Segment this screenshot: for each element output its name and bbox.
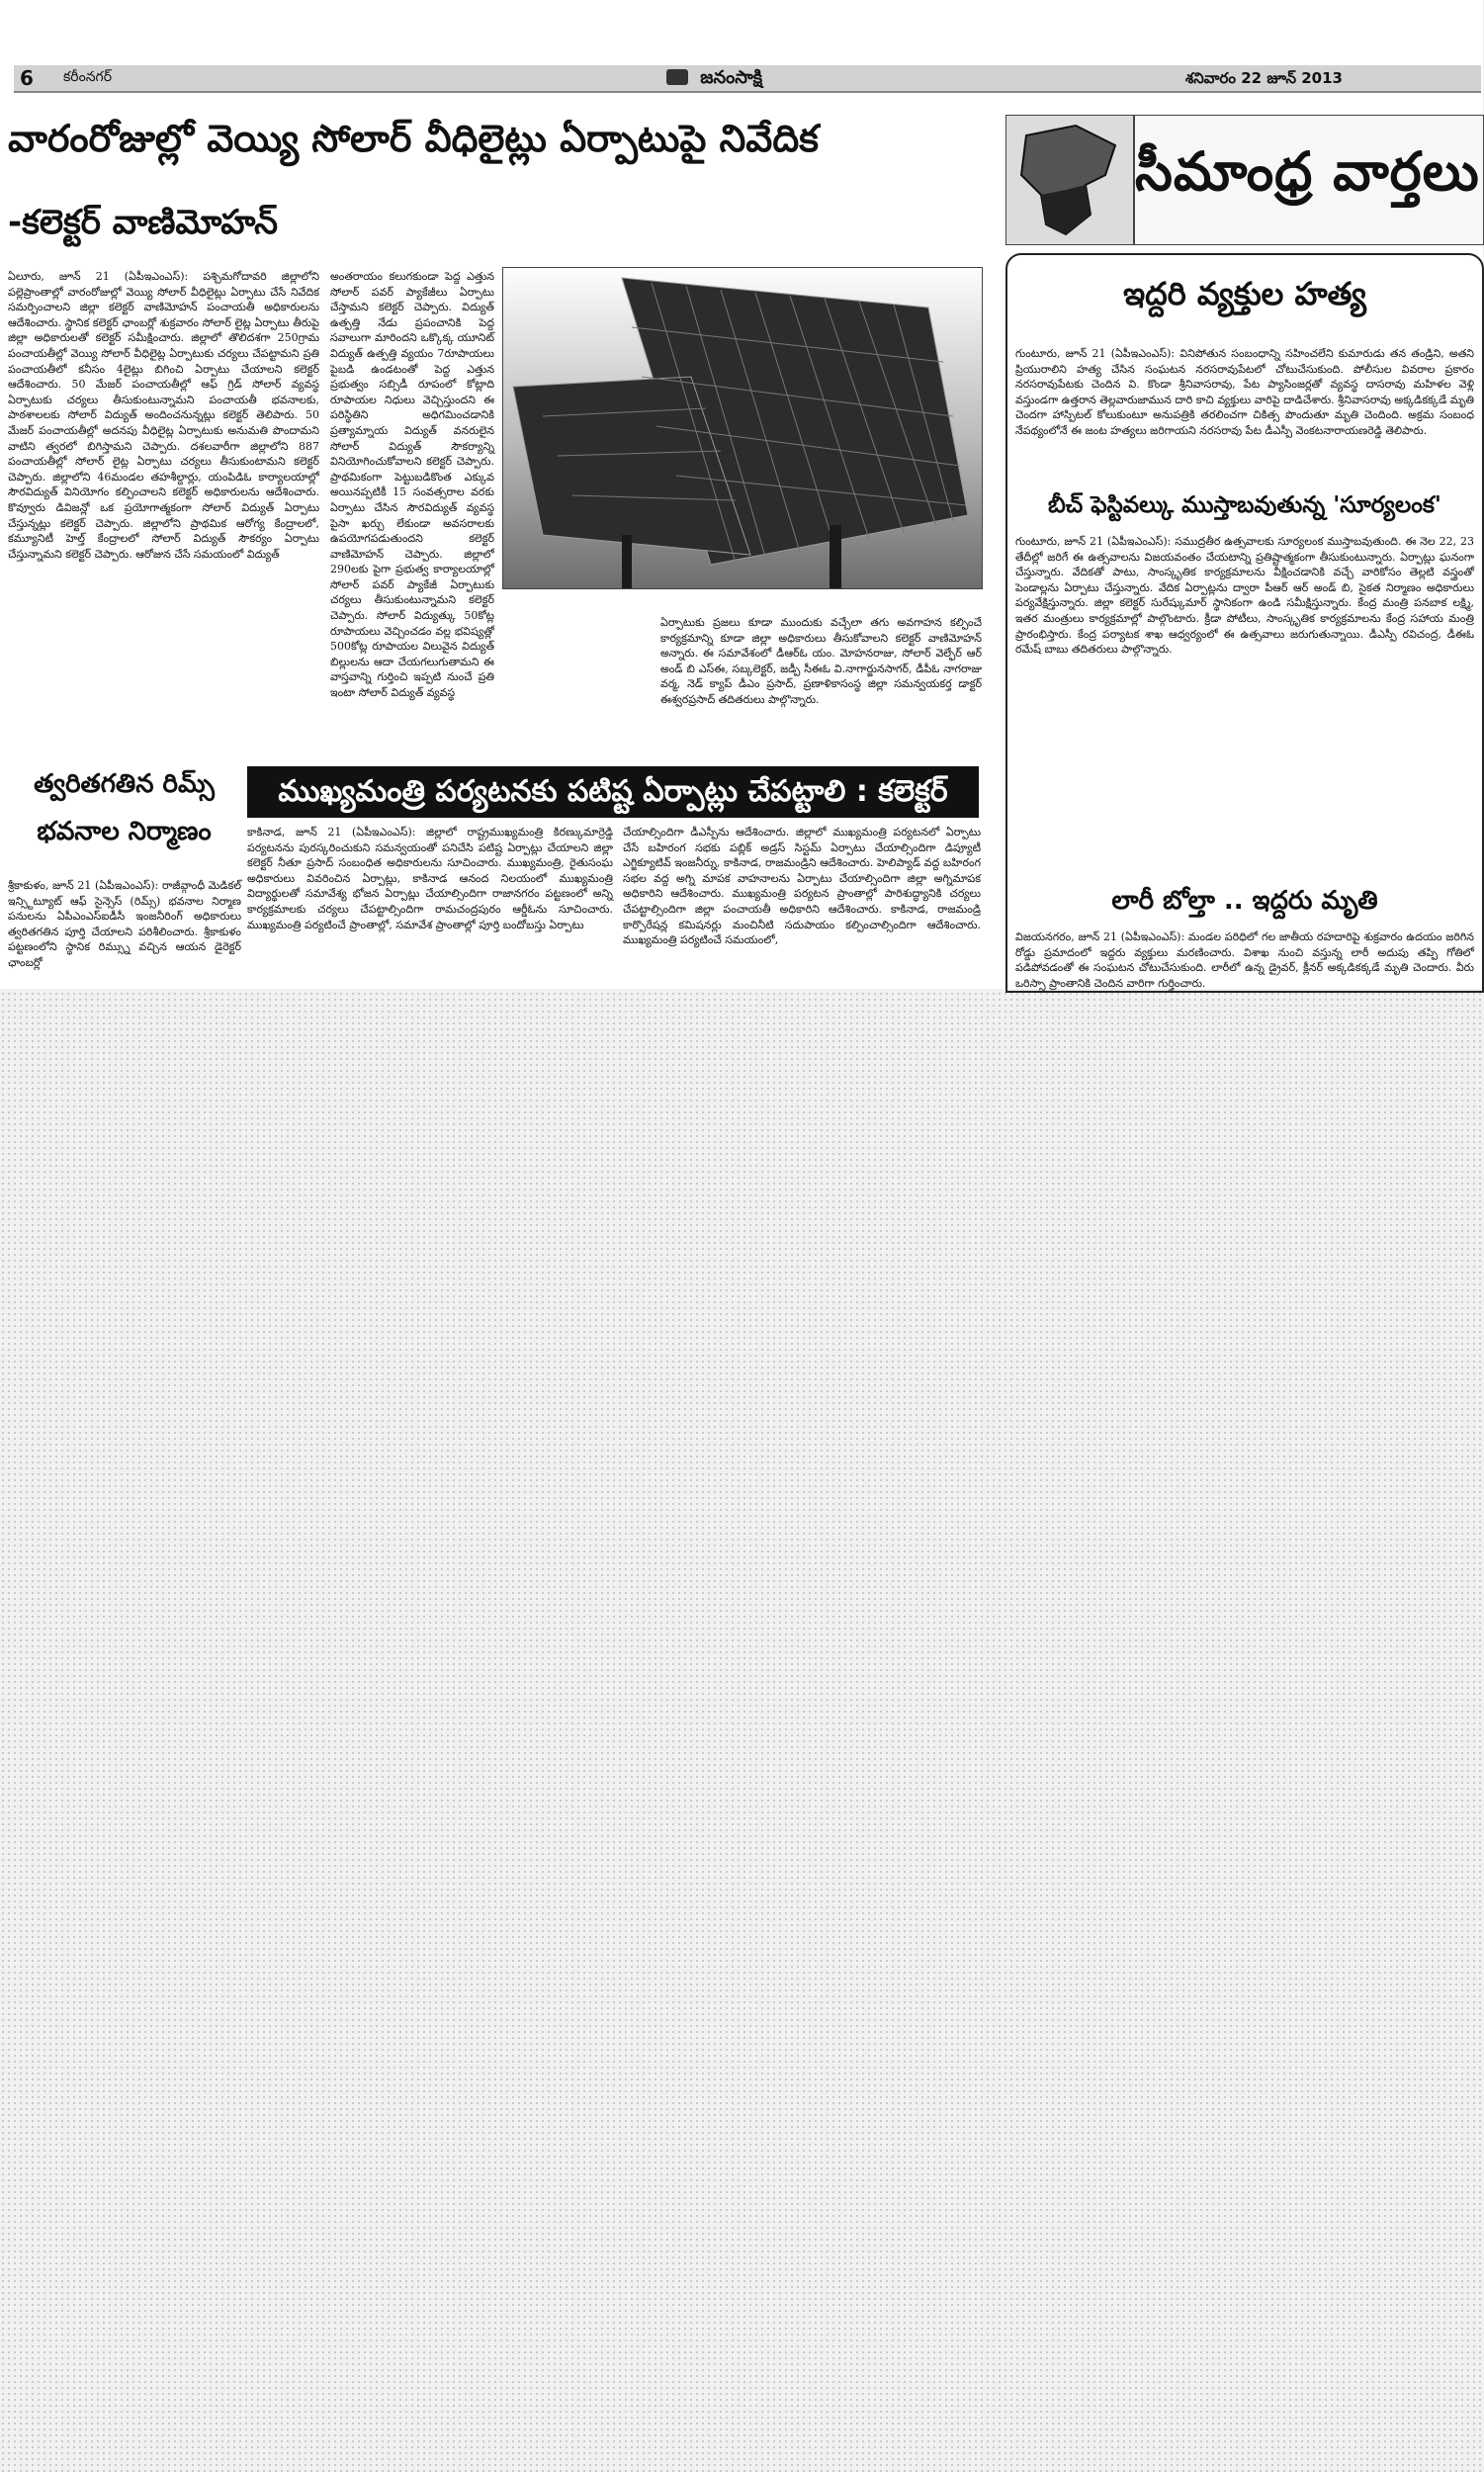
lead-column-4	[660, 615, 982, 751]
lead-body-2: అంతరాయం కలుగకుండా పెద్ద ఎత్తున సోలార్ పవర్ ప్యాకేజీలు ఏర్పాటు చేస్తామని కలెక్టర్ చెప్పారు. విద్యుత్ ఉత్పత్తి నేడు ప్రపంచానికి పెద్ద సవాలుగా మారిందని ఒక్కొక్క యూనిట్ విద్యుత్ ఉత్పత్తి వ్యయం 7రూపాయలు పైబడి ఉండటంతో పెద్ద ఎత్తున ప్రభుత్వం సబ్సిడీ రూపంలో కోట్లాది రూపాయల నిధులు వెచ్చిస్తుందని ఈ పరిస్థితిని అధిగమించడానికి ప్రత్యామ్నాయ విద్యుత్ వనరులైన సోలార్ విద్యుత్ సౌకర్యాన్ని వినియోగించుకోవాలని కలెక్టర్ చెప్పారు. ప్రాథమికంగా పెట్టుబడికొంత ఎక్కువ అయినప్పటికీ 15 సంవత్సరాల వరకు ఏర్పాటు చేసిన సౌరవిద్యుత్ వ్యవస్థ పైసా ఖర్చు లేకుండా అవసరాలకు ఉపయోగపడుతుందని కలెక్టర్ వాణిమోహన్ చెప్పారు. జిల్లాలో 290లకు పైగా ప్రభుత్వ కార్యాలయాల్లో సోలార్ పవర్ ప్యాకేజీ ఏర్పాటుకు చర్యలు తీసుకుంటున్నామని కలెక్టర్ చెప్పారు. సోలార్ విద్యుత్కు 50కోట్ల రూపాయలు వెచ్చించడం వల్ల భవిష్యత్లో 500కోట్ల రూపాయల విలువైన విద్యుత్ బిల్లులను ఆదా చేయగలుగుతామని ఈ వాస్తవాన్ని గుర్తించి ఇప్పటి నుంచే ప్రతి ఇంటా సోలార్ విద్యుత్ వ్యవస్థ	[330, 270, 494, 700]
story2-column	[1015, 534, 1474, 882]
lead-body-3-start	[502, 615, 655, 631]
right-news-panel	[1005, 253, 1484, 993]
issue-date: శనివారం 22 జూన్ 2013	[1185, 69, 1343, 87]
lead-column-3	[502, 615, 655, 751]
side-story-column	[8, 878, 241, 989]
story2-headline: బీచ్ ఫెస్టివల్కు ముస్తాబవుతున్న 'సూర్యలంక'	[1048, 492, 1441, 518]
page-number: 6	[20, 66, 34, 90]
story1-body: గుంటూరు, జూన్ 21 (ఏపీఇఎంఎస్): వినిపోతున సంబంధాన్ని సహించలేని కుమారుడు తన తండ్రిని, అతని ప్రియురాలిని హత్య చేసిన సంఘటన నరసరావుపేటలో చోటుచేసుకుంది. పోలీసుల వివరాల ప్రకారం నరసరావుపేటకు చెందిన వి. కొండా శ్రీనివాసరావు, పేట ప్యాసింజర్లతో వ్యవస్థ దాసరావు మహిళల వెళ్లి వస్తుండగా ఉత్తరాన తెల్లవారుజామున దారి కాచి వ్యక్తులు వారిపై దాడిచేశారు. శ్రీనివాసరావు అక్కడికక్కడే మృతి చెందగా హాస్పిటల్ కోలుకుంటూ అనుపత్రికి తరలించగా చికిత్స పొందుతూ మృతి చెందింది. అక్రమ సంబంధ నేపథ్యంలోనే ఈ జంట హత్యలు జరిగాయని నరసరావు పేట డీఎస్పీ వెంకటనారాయణరెడ్డి తెలిపారు.	[1015, 347, 1474, 437]
section-title: సీమాంధ్ర వార్తలు	[1135, 139, 1480, 203]
cm-story-body-2: చేయాల్సిందిగా డీఎస్పీను ఆదేశించారు. జిల్లాలో ముఖ్యమంత్రి పర్యటనలో ఏర్పాటు చేసే బహిరంగ సభకు పబ్లిక్ అడ్రస్ సిస్టమ్ ఏర్పాటు చేయాల్సిందిగా డిప్యూటీ ఎగ్జిక్యూటివ్ ఇంజనీర్ను, కాకినాడ, రాజమండ్రిని ఆదేశించారు. హెలిప్యాడ్ వద్ద బహిరంగ సభల వద్ద అగ్ని మాపక వాహనాలను ఏర్పాటు చేయాల్సిందిగా జిల్లా అగ్నిమాపక అధికారిని ఆదేశించారు. ముఖ్యమంత్రి పర్యటన ప్రాంతాల్లో పారిశుద్ధ్యానికి చర్యలు చేపట్టాల్సిందిగా జిల్లా పంచాయతీ అధికారిని ఆదేశించారు. కాకినాడ, రాజమండ్రి కార్పొరేషన్ల కమిషనర్లు మంచినీటి సదుపాయం కల్పించాల్సిందిగా ఆదేశించారు. ముఖ్యమంత్రి పర్యటించే సమయంలో,	[623, 826, 981, 947]
side-story-body: శ్రీకాకుళం, జూన్ 21 (ఏపీఇఎంఎస్): రాజీవ్గాంధీ మెడికల్ ఇన్స్టిట్యూట్ ఆఫ్ సైన్సెస్ (రిమ్స్) భవనాల నిర్మాణ పనులను ఏపీఎంఎస్ఐడీసీ ఇంజనీరింగ్ అధికారులు త్వరితగతిన పూర్తి చేయాలని పరిశీలించారు. శ్రీకాకుళం పట్టణంలోని స్థానిక రిమ్స్ను వచ్చిన ఆయన డైరెక్టర్ ఛాంబర్లో	[8, 879, 241, 969]
lead-headline: వారంరోజుల్లో వెయ్యి సోలార్ వీధిలైట్లు ఏర్పాటుపై నివేదిక	[8, 117, 819, 160]
page-header-bar	[14, 65, 1481, 93]
andhra-map-icon	[1006, 116, 1135, 244]
cm-story-headline: ముఖ్యమంత్రి పర్యటనకు పటిష్ట ఏర్పాట్లు చేపట్టాలి : కలెక్టర్	[247, 766, 979, 818]
district-label: కరీంనగర్	[63, 69, 112, 85]
seemandhra-section-banner	[1005, 115, 1484, 245]
cm-story-body-1: కాకినాడ, జూన్ 21 (ఏపీఇఎంఎస్): జిల్లాలో రాష్ట్రముఖ్యమంత్రి కిరణ్కుమార్రెడ్డి పర్యటనను పురస్కరించుకుని సమన్వయంతో పనిచేసి పటిష్ట ఏర్పాట్లు చేయాలని జిల్లా కలెక్టర్ నీతూ ప్రసాద్ సంబంధిత అధికారులను సూచించారు. ముఖ్యమంత్రి, రైతుసంఘ అధికారులు వివరించిన ఏర్పాట్లు, కాకినాడ ఆనంద నిలయంలో ముఖ్యమంత్రి విద్యార్థులతో సమావేశ్య భోజన ఏర్పాట్లు చేయాల్సిందిగా రాజానగరం పట్టణంలో అన్ని కార్యక్రమాలకు చర్యలు చేపట్టాల్సిందిగా రామచంద్రపురం ఆర్డీఓను సూచించారు. ముఖ్యమంత్రి పర్యటించే ప్రాంతాల్లో, సమావేశ ప్రాంతాల్లో పూర్తి బందోబస్తు ఏర్పాటు	[247, 826, 613, 931]
story1-column	[1015, 346, 1474, 483]
side-story-headline-2: భవనాల నిర్మాణం	[37, 817, 212, 846]
masthead-title: జనంసాక్షి	[700, 67, 763, 88]
side-story-headline-1: త్వరితగతిన రిమ్స్	[34, 769, 215, 799]
story3-body: విజయనగరం, జూన్ 21 (ఏపీఇఎంఎస్): మండల పరిధిలో గల జాతీయ రహదారిపై శుక్రవారం ఉదయం జరిగిన రోడ్డు ప్రమాదంలో ఇద్దరు వ్యక్తులు మరణించారు. విశాఖ నుంచి వస్తున్న లారీ అదుపు తప్పి గోతిలో పడిపోవడంతో ఈ సంఘటన చోటుచేసుకుంది. లారీలో ఉన్న డ్రైవర్, క్లీనర్ అక్కడికక్కడే మృతి చెందారు. వీరు ఒరిస్సా ప్రాంతానికి చెందిన వారిగా గుర్తించారు.	[1015, 930, 1474, 990]
solar-panel-illustration	[503, 268, 982, 588]
cm-story-column-1	[247, 825, 613, 989]
solar-panel-photo	[502, 267, 983, 589]
masthead	[666, 67, 762, 92]
newspaper-page	[0, 0, 1483, 989]
story3-headline: లారీ బోల్తా .. ఇద్దరు మృతి	[1111, 886, 1378, 916]
story1-headline: ఇద్దరి వ్యక్తుల హత్య	[1123, 275, 1366, 312]
lead-body-3: ఏర్పాటుకు ప్రజలు కూడా ముందుకు వచ్చేలా తగు అవగాహన కల్పించే కార్యక్రమాన్ని కూడా జిల్లా అధికారులు తీసుకోవాలని కలెక్టర్ వాణిమోహన్ అన్నారు. ఈ సమావేశంలో డీఆర్ఓ యం. మోహనరాజు, సోలార్ వెల్ఫేర్ ఆర్ అండ్ బి ఎస్ఈ, సబ్కలెక్టర్, జడ్పీ సీఈఓ వి.నాగార్జునసాగర్, డీపీఓ నాగరాజు వర్మ, నెడ్ క్యాప్ డీఎం ప్రసాద్, ప్రణాళికాసంస్థ జిల్లా సమన్వయకర్త డాక్టర్ ఈశ్వరప్రసాద్ తదితరులు పాల్గొన్నారు.	[660, 616, 982, 706]
story3-column	[1015, 929, 1474, 989]
newspaper-logo-icon	[666, 69, 688, 85]
lead-column-1	[8, 269, 319, 751]
lead-byline: -కలెక్టర్ వాణిమోహన్	[8, 203, 279, 242]
cm-story-column-2	[623, 825, 981, 989]
story2-body: గుంటూరు, జూన్ 21 (ఏపీఇఎంఎస్): సముద్రతీర ఉత్సవాలకు సూర్యలంక ముస్తాబవుతుంది. ఈ నెల 22, 23 తేదీల్లో జరిగే ఈ ఉత్సవాలను విజయవంతం చేయటాన్ని ప్రతిష్టాత్మకంగా తీసుకుంటున్నారు. ఏర్పాట్లు ఘనంగా చేస్తున్నారు. వేదికతో పాటు, సాంస్కృతిక కార్యక్రమాలను వీక్షించడానికి వచ్చే వారికోసం తెల్లటి వస్త్రంతో పెండాల్లను ఏర్పాటు చేస్తున్నారు. వేదిక ఏర్పాట్లను ద్వారా పీఆర్ ఆర్ అండ్ బి, సైకత నిర్మాణం అధికారులు పర్యవేక్షిస్తున్నారు. జిల్లా కలెక్టర్ సురేష్కుమార్ స్థానికంగా ఉండి సమీక్షిస్తున్నారు. కేంద్ర మంత్రి పనబాక లక్ష్మి, ఇతర మంత్రులు కార్యక్రమాల్లో పాల్గొంటారు. క్రీడా పోటీలు, సాంస్కృతిక కార్యక్రమాలను కేంద్ర సహాయ మంత్రి ప్రారంభిస్తారు. కేంద్ర పర్యాటక శాఖ ఆధ్వర్యంలో ఈ ఉత్సవాలు జరుగుతున్నాయి. డీఎస్పీ రవిచంద్ర, డీఈఓ రమేష్ బాబు తదితరులు పాల్గొన్నారు.	[1015, 535, 1474, 657]
lead-body-1: ఏలూరు, జూన్ 21 (ఏపీఇఎంఎస్): పశ్చిమగోదావరి జిల్లాలోని పల్లెప్రాంతాల్లో వారంరోజుల్లో వెయ్యి సోలార్ వీధిలైట్లు ఏర్పాటు చేసే నివేదిక సమర్పించాలని జిల్లా కలెక్టర్ వాణిమోహన్ పంచాయతీ అధికారులను ఆదేశించారు. స్థానిక కలెక్టర్ ఛాంబర్లో శుక్రవారం సోలార్ లైట్ల ఏర్పాటు తీరుపై జిల్లా అధికారులతో కలెక్టర్ సమీక్షించారు. జిల్లాలో తొలిదశగా 250గ్రామ పంచాయతీల్లో వెయ్యి సోలార్ వీధిలైట్ల ఏర్పాటుకు చర్యలు చేపట్టామని ప్రతి పంచాయతీలో కనీసం 4లైట్లు బిగించి ఏర్పాటు చేయాలని కలెక్టర్ ఆదేశించారు. 50 మేజర్ పంచాయతీల్లో ఆఫ్ గ్రిడ్ సోలార్ వ్యవస్థ ఏర్పాటుకు చర్యలు తీసుకుంటున్నామని పంచాయతీ భవనాలకు, పాఠశాలలకు సోలార్ విద్యుత్ అందించనున్నట్లు కలెక్టర్ తెలిపారు. 50 మేజర్ పంచాయతీల్లో అదనపు వీధిలైట్ల ఏర్పాటుకు అనుమతి పొందామని వాటిని త్వరలో బిగిస్తామని చెప్పారు. దశలవారీగా జిల్లాలోని 887 పంచాయతీల్లో సోలార్ లైట్ల ఏర్పాటు చర్యలు తీసుకుంటామని కలెక్టర్ చెప్పారు. జిల్లాలోని 46మండల తహశీల్దార్లు, యంపిడిఓ కార్యాలయాల్లో సౌరవిద్యుత్ వినియోగం కల్పించాలని కలెక్టర్ అధికారులను ఆదేశించారు. కొవ్వూరు డివిజన్లో ఒక ప్రయోగాత్మకంగా సోలార్ విద్యుత్ ఏర్పాటు చేస్తున్నట్లు కలెక్టర్ చెప్పారు. జిల్లాలోని ప్రాథమిక ఆరోగ్య కేంద్రాలలో, కమ్యూనిటీ హెల్త్ కేంద్రాలలో సోలార్ విద్యుత్ సౌకర్యం ఏర్పాటు చేస్తున్నామని కలెక్టర్ చెప్పారు. ఆరోజున చేసే సమయంలో విద్యుత్	[8, 270, 319, 561]
lead-column-2-top	[330, 269, 494, 700]
